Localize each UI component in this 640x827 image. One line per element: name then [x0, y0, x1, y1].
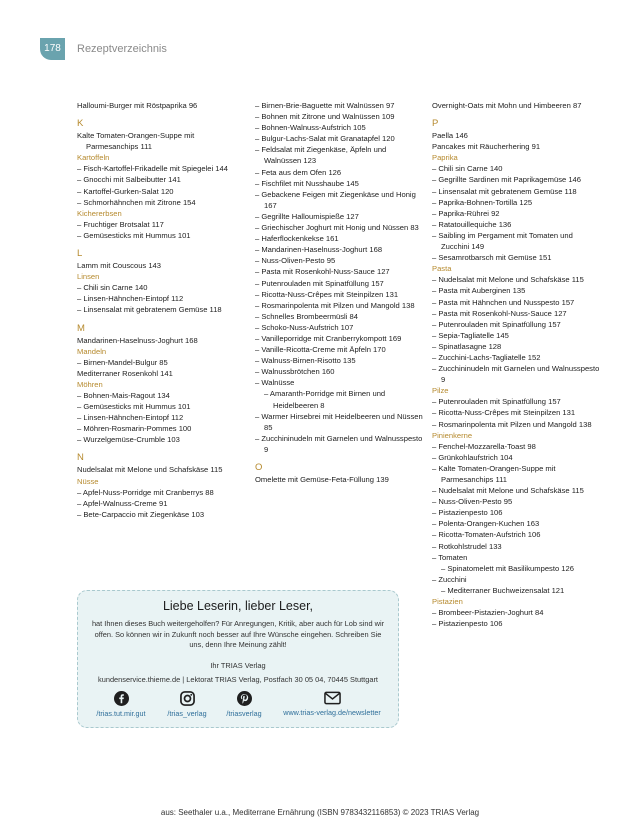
- index-subheading: Möhren: [77, 379, 103, 389]
- feedback-heading: Liebe Leserin, lieber Leser,: [162, 599, 314, 613]
- index-subentry: – Pistazienpesto 106: [432, 508, 503, 518]
- instagram-icon: [180, 691, 195, 706]
- index-subentry: – Nuss-Oliven-Pesto 95: [432, 497, 513, 507]
- index-entry: Overnight-Oats mit Mohn und Himbeeren 87: [432, 101, 582, 110]
- index-subheading: Pistazien: [432, 597, 463, 607]
- index-subentry: – Ricotta-Nuss-Crêpes mit Steinpilzen 131: [255, 289, 399, 299]
- index-subentry: – Bete-Carpaccio mit Ziegenkäse 103: [77, 509, 205, 519]
- index-subentry: – Gnocchi mit Salbeibutter 141: [77, 175, 181, 185]
- index-subentry: – Vanilleporridge mit Cranberrykompott 169: [255, 333, 402, 343]
- index-subentry: – Chili sin Carne 140: [77, 283, 148, 293]
- index-subentry: – Rosmarinpolenta mit Pilzen und Mangold 138: [432, 419, 592, 429]
- index-subentry: – Saibling im Pergament mit Tomaten und Zucchini 149: [432, 230, 573, 252]
- index-subentry: – Zucchininudeln mit Garnelen und Walnusspesto 9: [432, 364, 600, 385]
- index-subheading: Kichererbsen: [77, 208, 122, 218]
- index-subentry: – Fisch-Kartoffel-Frikadelle mit Spiegelei 144: [77, 164, 228, 174]
- facebook-label: /trias.tut.mir.gut: [96, 709, 146, 718]
- index-subentry: – Gemüsesticks mit Hummus 101: [77, 230, 191, 240]
- index-subentry: – Paprika-Bohnen-Tortilla 125: [432, 197, 533, 207]
- index-subentry: – Birnen-Brie-Baguette mit Walnüssen 97: [255, 101, 395, 110]
- index-subentry: – Fenchel-Mozzarella-Toast 98: [432, 441, 536, 451]
- index-letter: K: [77, 118, 84, 130]
- index-subentry: – Linsensalat mit gebratenem Gemüse 118: [432, 186, 577, 196]
- index-subentry: – Gebackene Feigen mit Ziegenkäse und Honig 167: [255, 189, 416, 210]
- index-subentry: – Putenrouladen mit Spinatfüllung 157: [432, 397, 561, 407]
- index-subentry: – Grünkohlaufstrich 104: [432, 452, 513, 462]
- index-subentry: – Zucchininudeln mit Garnelen und Walnusspesto 9: [255, 433, 423, 454]
- pinterest-icon: [237, 691, 252, 706]
- index-subentry: – Zucchini: [432, 574, 467, 584]
- facebook-link[interactable]: [82, 691, 160, 718]
- index-subentry: – Fischfilet mit Nusshaube 145: [255, 178, 359, 188]
- facebook-icon: [114, 691, 129, 706]
- index-subentry: – Sesamrotbarsch mit Gemüse 151: [432, 253, 552, 263]
- index-subentry: – Schoko-Nuss-Aufstrich 107: [255, 322, 354, 332]
- index-subentry: – Pasta mit Rosenkohl-Nuss-Sauce 127: [255, 267, 390, 277]
- index-subsubentry: – Mediterraner Buchweizensalat 121: [441, 585, 565, 595]
- index-letter: N: [77, 452, 84, 464]
- index-subentry: – Walnussbrötchen 160: [255, 367, 335, 377]
- index-subentry: – Nuss-Oliven-Pesto 95: [255, 256, 336, 266]
- index-subentry: – Birnen-Mandel-Bulgur 85: [77, 357, 168, 367]
- index-subentry: – Fruchtiger Brotsalat 117: [77, 219, 164, 229]
- index-entry: Pancakes mit Räucherhering 91: [432, 142, 541, 152]
- index-letter: P: [432, 118, 439, 130]
- index-subentry: – Pasta mit Rosenkohl-Nuss-Sauce 127: [432, 308, 567, 318]
- index-subheading: Paprika: [432, 153, 458, 163]
- index-subentry: – Ricotta-Tomaten-Aufstrich 106: [432, 530, 541, 540]
- index-subheading: Nüsse: [77, 476, 99, 486]
- index-subentry: – Gemüsesticks mit Hummus 101: [77, 402, 191, 412]
- index-entry: Mediterraner Rosenkohl 141: [77, 368, 173, 378]
- newsletter-link[interactable]: [268, 691, 396, 717]
- index-subentry: – Putenrouladen mit Spinatfüllung 157: [255, 278, 384, 288]
- index-subheading: Pinienkerne: [432, 430, 473, 440]
- index-subentry: – Pistazienpesto 106: [432, 619, 503, 629]
- index-subentry: – Linsensalat mit gebratenem Gemüse 118: [77, 305, 222, 315]
- index-subentry: – Warmer Hirsebrei mit Heidelbeeren und Nüssen 85: [255, 411, 423, 432]
- index-subentry: – Ratatouillequiche 136: [432, 219, 512, 229]
- index-subentry: – Bulgur-Lachs-Salat mit Granatapfel 120: [255, 134, 395, 144]
- index-subentry: – Schnelles Brombeermüsli 84: [255, 311, 358, 321]
- index-subentry: – Linsen-Hähnchen-Eintopf 112: [77, 294, 184, 304]
- index-letter: O: [255, 462, 263, 473]
- index-letter: L: [77, 248, 83, 260]
- index-subentry: – Feldsalat mit Ziegenkäse, Äpfeln und Walnüssen 123: [255, 145, 387, 166]
- index-subentry: – Tomaten: [432, 552, 468, 562]
- mail-icon: [324, 691, 341, 705]
- index-subentry: – Nudelsalat mit Melone und Schafskäse 115: [432, 275, 584, 285]
- index-column-1: [77, 100, 245, 520]
- index-subentry: – Walnüsse: [255, 378, 295, 388]
- index-subentry: – Paprika-Rührei 92: [432, 208, 500, 218]
- index-entry: Paella 146: [432, 131, 468, 141]
- index-subentry: – Ricotta-Nuss-Crêpes mit Steinpilzen 131: [432, 408, 576, 418]
- index-subsubentry: – Spinatomelett mit Basilikumpesto 126: [441, 563, 574, 573]
- index-letter: M: [77, 322, 85, 334]
- index-subentry: – Bohnen mit Zitrone und Walnüssen 109: [255, 112, 395, 122]
- index-subentry: – Linsen-Hähnchen-Eintopf 112: [77, 413, 184, 423]
- index-subsubentry: – Amaranth-Porridge mit Birnen und Heidelbeeren 8: [264, 389, 386, 410]
- index-subentry: – Sepia-Tagliatelle 145: [432, 330, 509, 340]
- feedback-text: hat Ihnen dieses Buch weitergeholfen? Für Anregungen, Kritik, aber auch für Lob sind wir offen. So können wir in Zukunft noch besser auf Ihre Wünsche eingehen. Schreiben Sie uns, denn Ihre Meinung zählt!: [91, 619, 385, 650]
- index-subentry: – Kartoffel-Gurken-Salat 120: [77, 186, 174, 196]
- index-subentry: – Apfel-Walnuss-Creme 91: [77, 498, 168, 508]
- index-subentry: – Walnuss-Birnen-Risotto 135: [255, 356, 356, 366]
- index-entry: Halloumi-Burger mit Röstpaprika 96: [77, 101, 198, 110]
- index-subheading: Kartoffeln: [77, 153, 110, 163]
- index-subentry: – Möhren-Rosmarin-Pommes 100: [77, 424, 192, 434]
- index-subentry: – Putenrouladen mit Spinatfüllung 157: [432, 319, 561, 329]
- index-subentry: – Spinatlasagne 128: [432, 341, 502, 351]
- index-subentry: – Griechischer Joghurt mit Honig und Nüssen 83: [255, 223, 419, 233]
- newsletter-label: www.trias-verlag.de/newsletter: [283, 708, 381, 717]
- index-entry: Lamm mit Couscous 143: [77, 261, 161, 271]
- index-subentry: – Vanille-Ricotta-Creme mit Äpfeln 170: [255, 345, 386, 355]
- index-subentry: – Haferflockenkekse 161: [255, 234, 339, 244]
- index-subentry: – Feta aus dem Ofen 126: [255, 167, 342, 177]
- page-number: 178: [40, 38, 65, 60]
- source-footer: aus: Seethaler u.a., Mediterrane Ernährung (ISBN 9783432116853) © 2023 TRIAS Verlag: [160, 808, 480, 817]
- index-subentry: – Apfel-Nuss-Porridge mit Cranberrys 88: [77, 487, 214, 497]
- index-subentry: – Rosmarinpolenta mit Pilzen und Mangold 138: [255, 300, 415, 310]
- index-subentry: – Bohnen-Walnuss-Aufstrich 105: [255, 123, 366, 133]
- index-subentry: – Nudelsalat mit Melone und Schafskäse 115: [432, 486, 584, 496]
- index-subheading: Pilze: [432, 386, 449, 396]
- index-subentry: – Rotkohlstrudel 133: [432, 541, 502, 551]
- running-title: Rezeptverzeichnis: [77, 43, 167, 55]
- index-entry: Omelette mit Gemüse-Feta-Füllung 139: [255, 475, 389, 484]
- index-subentry: – Zucchini-Lachs-Tagliatelle 152: [432, 352, 541, 362]
- index-subentry: – Brombeer-Pistazien-Joghurt 84: [432, 608, 544, 618]
- feedback-address: kundenservice.thieme.de | Lektorat TRIAS Verlag, Postfach 30 05 04, 70445 Stuttgart: [98, 675, 378, 684]
- index-subentry: – Wurzelgemüse-Crumble 103: [77, 435, 180, 445]
- instagram-label: /trias_verlag: [167, 709, 207, 718]
- index-column-3: [432, 100, 600, 629]
- index-column-2: [255, 100, 423, 485]
- index-subentry: – Kalte Tomaten-Orangen-Suppe mit Parmesanchips 111: [432, 463, 556, 484]
- index-subheading: Pasta: [432, 264, 452, 274]
- index-subentry: – Chili sin Carne 140: [432, 164, 503, 174]
- index-subentry: – Gegrillte Sardinen mit Paprikagemüse 146: [432, 175, 582, 185]
- index-entry: Kalte Tomaten-Orangen-Suppe mit Parmesanchips 111: [77, 131, 195, 152]
- index-entry: Nudelsalat mit Melone und Schafskäse 115: [77, 465, 223, 475]
- index-entry: Mandarinen-Haselnuss-Joghurt 168: [77, 335, 198, 345]
- index-subentry: – Pasta mit Hähnchen und Nusspesto 157: [432, 297, 575, 307]
- index-subentry: – Pasta mit Auberginen 135: [432, 286, 526, 296]
- index-subentry: – Bohnen-Mais-Ragout 134: [77, 390, 170, 400]
- feedback-signature: Ihr TRIAS Verlag: [210, 661, 266, 670]
- index-subheading: Mandeln: [77, 346, 107, 356]
- index-subentry: – Polenta-Orangen-Kuchen 163: [432, 519, 540, 529]
- index-subentry: – Mandarinen-Haselnuss-Joghurt 168: [255, 245, 383, 255]
- reader-feedback-box: [77, 590, 399, 728]
- index-subheading: Linsen: [77, 272, 100, 282]
- pinterest-label: /triasverlag: [226, 709, 262, 718]
- index-subentry: – Schmorhähnchen mit Zitrone 154: [77, 197, 196, 207]
- index-subentry: – Gegrillte Halloumispieße 127: [255, 211, 359, 221]
